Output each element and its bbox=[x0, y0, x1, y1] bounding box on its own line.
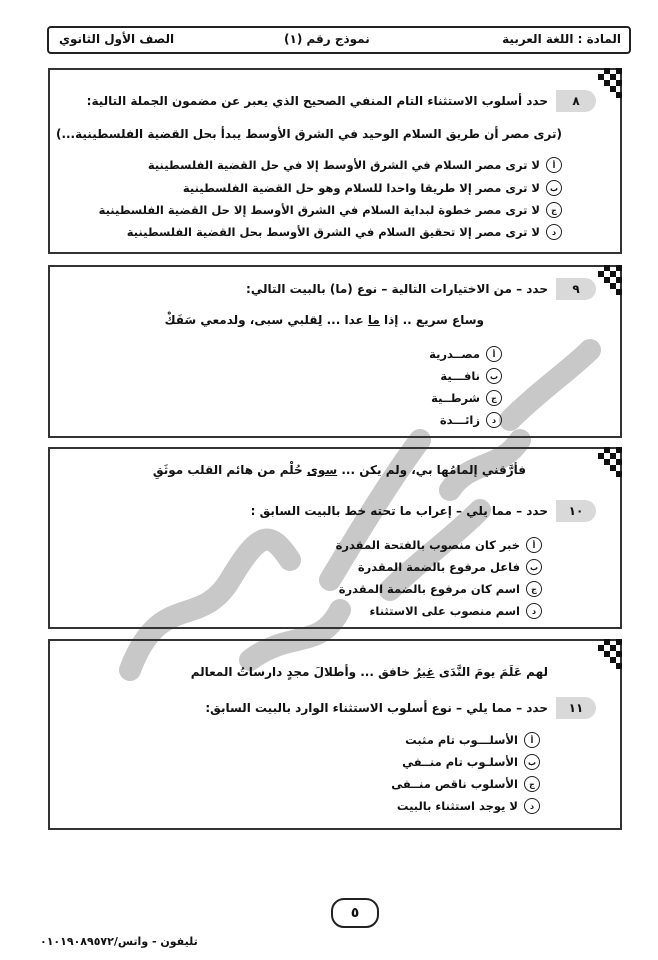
option-letter: أ bbox=[486, 346, 502, 362]
question-prompt: حدد – مما يلي – نوع أسلوب الاستثناء الوارد بالبيت السابق: bbox=[205, 701, 548, 715]
question-number: ٩ bbox=[556, 278, 596, 300]
corner-checker-icon bbox=[592, 639, 622, 669]
option-b[interactable]: ب لا ترى مصر إلا طريقا واحدا للسلام وهو حل القضية الفلسطينية bbox=[183, 180, 562, 196]
option-a[interactable]: أ لا ترى مصر السلام في الشرق الأوسط إلا في حل القضية الفلسطينية bbox=[148, 157, 562, 173]
option-c[interactable]: ج لا ترى مصر خطوة لبداية السلام في الشرق الأوسط إلا حل القضية الفلسطينية bbox=[99, 202, 562, 218]
underlined-word: ما bbox=[367, 313, 380, 327]
question-sentence: (ترى مصر أن طريق السلام الوحيد في الشرق الأوسط يبدأ بحل القضية الفلسطينية...) bbox=[55, 127, 562, 141]
option-a[interactable]: أ مصــدرية bbox=[429, 346, 502, 362]
option-letter: أ bbox=[526, 537, 542, 553]
option-b[interactable]: ب فاعل مرفوع بالضمة المقدرة bbox=[358, 559, 542, 575]
corner-checker-icon bbox=[592, 68, 622, 98]
option-letter: ب bbox=[524, 754, 540, 770]
option-letter: د bbox=[524, 798, 540, 814]
footer-phone: تليفون - واتس/٠١٠١٩٠٨٩٥٧٢ bbox=[40, 935, 198, 948]
option-letter: ج bbox=[546, 202, 562, 218]
question-8-box bbox=[48, 68, 622, 254]
corner-checker-icon bbox=[592, 265, 622, 295]
option-d[interactable]: د لا يوجد استثناء بالبيت bbox=[397, 798, 540, 814]
question-prompt: حدد – مما يلي – إعراب ما تحته خط بالبيت السابق : bbox=[250, 504, 548, 518]
option-letter: ب bbox=[486, 368, 502, 384]
option-d[interactable]: د اسم منصوب على الاستثناء bbox=[370, 603, 542, 619]
page-header bbox=[47, 26, 631, 54]
option-letter: ج bbox=[486, 390, 502, 406]
option-c[interactable]: ج اسم كان مرفوع بالضمة المقدرة bbox=[339, 581, 542, 597]
model-label: نموذج رقم (١) bbox=[284, 32, 370, 46]
question-10-box bbox=[48, 447, 622, 629]
option-a[interactable]: أ الأسلـــوب تام مثبت bbox=[405, 732, 540, 748]
question-prompt: حدد – من الاختيارات التالية – نوع (ما) بالبيت التالي: bbox=[246, 282, 548, 296]
option-letter: د bbox=[486, 412, 502, 428]
option-letter: د bbox=[546, 224, 562, 240]
question-9-box bbox=[48, 265, 622, 438]
option-letter: أ bbox=[524, 732, 540, 748]
verse-line: فأرَّقني إلمامُها بي، ولم يكن ... سوى حُلْم من هائم القلب موثَقِ bbox=[152, 463, 526, 477]
underlined-word: سوى bbox=[306, 463, 338, 477]
option-d[interactable]: د زائـــدة bbox=[440, 412, 502, 428]
underlined-word: غيرُ bbox=[414, 665, 435, 679]
option-letter: ج bbox=[526, 581, 542, 597]
page-number: ٥ bbox=[331, 898, 379, 928]
option-b[interactable]: ب نافـــية bbox=[440, 368, 502, 384]
option-c[interactable]: ج شرطــية bbox=[431, 390, 502, 406]
question-number: ١١ bbox=[556, 697, 596, 719]
verse-line: لهم عَلَمَ يومَ النَّدَى غيرُ خافق ... وأطلالَ مجدٍ دارساتُ المعالم bbox=[190, 665, 548, 679]
question-prompt: حدد أسلوب الاستثناء التام المنفي الصحيح الذي يعبر عن مضمون الجملة التالية: bbox=[86, 94, 548, 108]
option-letter: ج bbox=[524, 776, 540, 792]
verse-line: وساع سريع .. إذا ما عدا ... لِقلبي سبى، ولدمعي سَفَكْ bbox=[164, 313, 484, 327]
option-letter: ب bbox=[526, 559, 542, 575]
subject-label: المادة : اللغة العربية bbox=[502, 32, 621, 46]
option-letter: أ bbox=[546, 157, 562, 173]
option-letter: ب bbox=[546, 180, 562, 196]
corner-checker-icon bbox=[592, 447, 622, 477]
option-a[interactable]: أ خبر كان منصوب بالفتحة المقدرة bbox=[336, 537, 542, 553]
question-number: ١٠ bbox=[556, 500, 596, 522]
grade-label: الصف الأول الثانوي bbox=[59, 32, 175, 46]
question-11-box bbox=[48, 639, 622, 830]
option-b[interactable]: ب الأسلـوب تام منــفي bbox=[402, 754, 540, 770]
question-number: ٨ bbox=[556, 90, 596, 112]
option-d[interactable]: د لا ترى مصر إلا تحقيق السلام في الشرق الأوسط بحل القضية الفلسطينية bbox=[127, 224, 562, 240]
option-c[interactable]: ج الأسلوب ناقص منــفى bbox=[391, 776, 540, 792]
option-letter: د bbox=[526, 603, 542, 619]
